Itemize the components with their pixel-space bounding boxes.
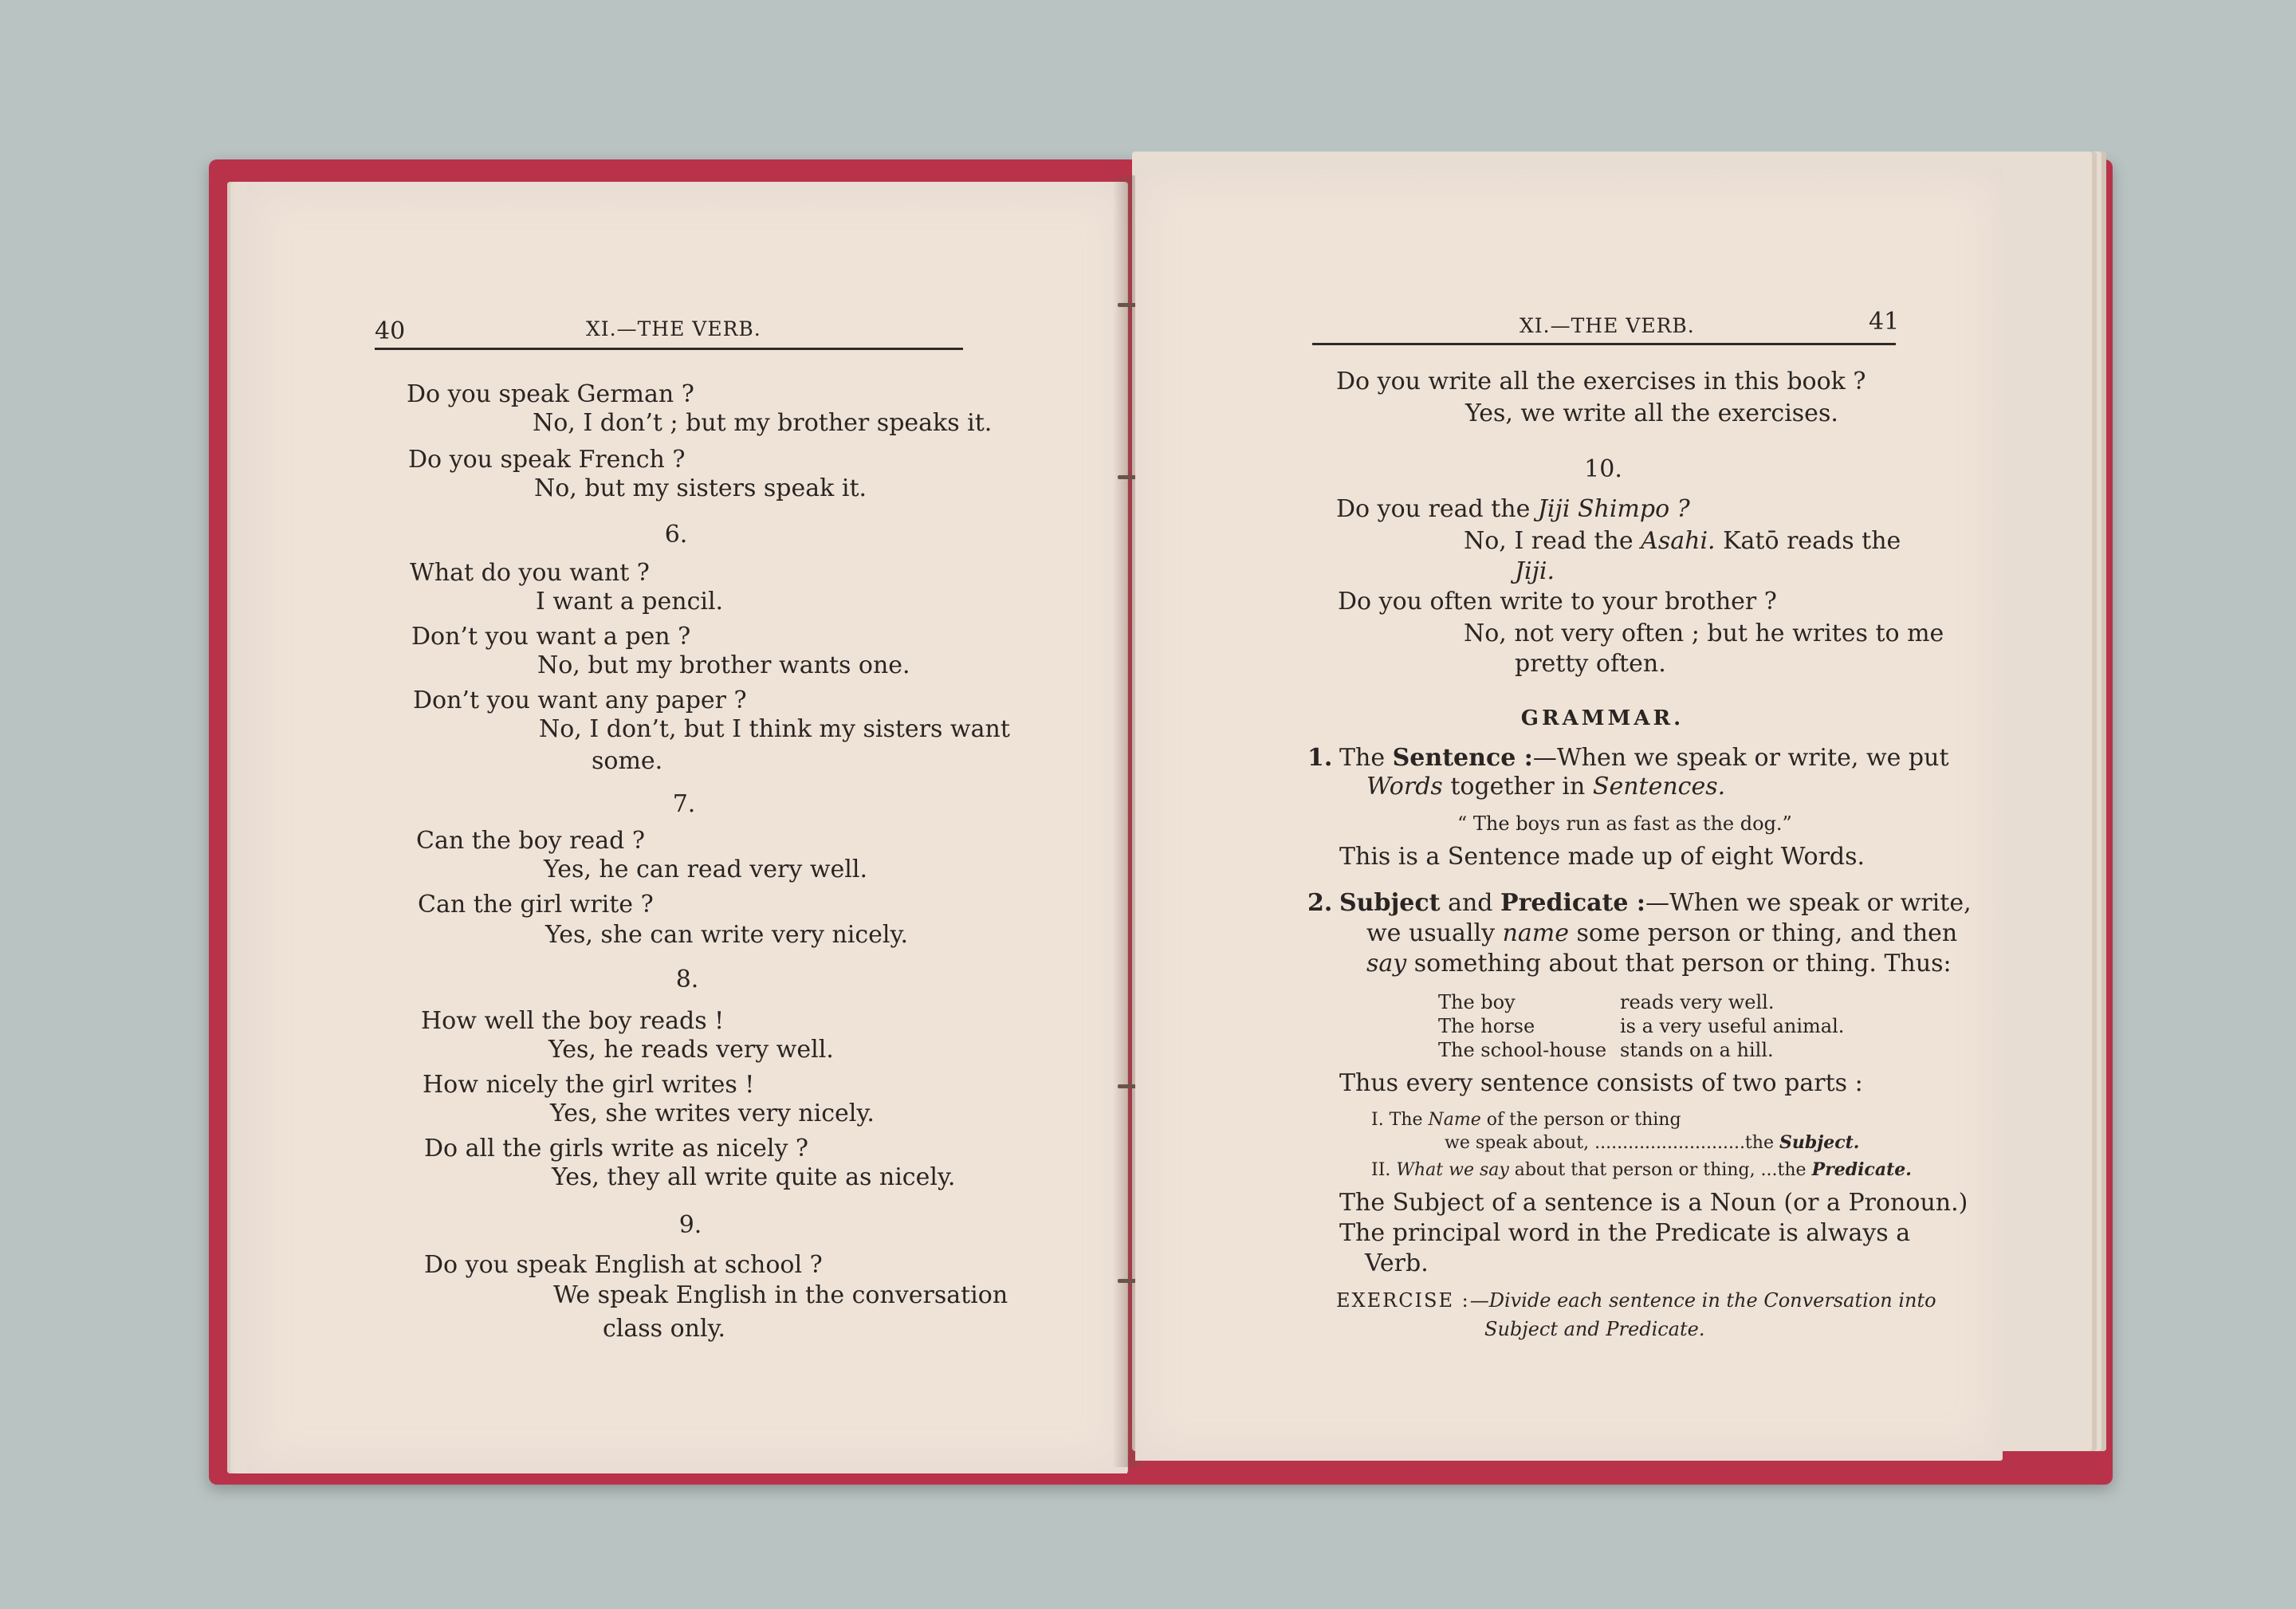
example-predicate: stands on a hill. xyxy=(1620,1039,1774,1061)
exercise-continued: Subject and Predicate. xyxy=(1484,1318,1705,1340)
line: we usually name some person or thing, and then xyxy=(1366,919,1958,947)
line: Don’t you want a pen ? xyxy=(411,623,691,651)
line: Yes, he can read very well. xyxy=(544,856,867,883)
line: The Sentence :—When we speak or write, we put xyxy=(1339,744,1949,772)
line: Do you often write to your brother ? xyxy=(1338,588,1777,616)
example-predicate: is a very useful animal. xyxy=(1620,1015,1845,1037)
example-subject: The school-house xyxy=(1438,1039,1607,1061)
line: class only. xyxy=(603,1315,726,1343)
example-predicate: reads very well. xyxy=(1620,991,1775,1013)
line: No, I read the Asahi. Katō reads the xyxy=(1464,527,1901,555)
line: Subject and Predicate :—When we speak or write, xyxy=(1339,889,1972,917)
right-header-rule xyxy=(1312,343,1896,345)
line: say something about that person or thing. Thus: xyxy=(1366,950,1952,978)
line: What do you want ? xyxy=(410,559,650,587)
line: pretty often. xyxy=(1515,650,1666,678)
section-number: 9. xyxy=(678,1211,702,1239)
line: Do you speak French ? xyxy=(408,446,686,474)
left-running-header: XI.—THE VERB. xyxy=(586,317,761,340)
line: The Subject of a sentence is a Noun (or a Pronoun.) xyxy=(1339,1189,1968,1217)
line: This is a Sentence made up of eight Words. xyxy=(1339,843,1866,871)
line: Do you read the Jiji Shimpo ? xyxy=(1336,495,1690,523)
example-subject: The horse xyxy=(1438,1015,1535,1037)
line: No, I don’t ; but my brother speaks it. xyxy=(533,409,993,437)
line: The principal word in the Predicate is always a xyxy=(1339,1219,1911,1247)
section-number: 1. xyxy=(1307,744,1333,772)
part-one: I. The Name of the person or thing xyxy=(1371,1110,1681,1130)
line: I want a pencil. xyxy=(536,588,724,616)
right-running-header: XI.—THE VERB. xyxy=(1520,314,1695,337)
section-number: 2. xyxy=(1307,889,1333,917)
line: Do you speak English at school ? xyxy=(424,1251,823,1279)
example-quote: “ The boys run as fast as the dog.” xyxy=(1457,812,1792,835)
line: Don’t you want any paper ? xyxy=(413,686,747,714)
line: Can the boy read ? xyxy=(416,827,645,855)
section-number: 6. xyxy=(664,521,688,549)
line: Yes, she can write very nicely. xyxy=(545,921,909,949)
line: No, not very often ; but he writes to me xyxy=(1464,620,1944,647)
line: Yes, we write all the exercises. xyxy=(1465,399,1838,427)
line: No, I don’t, but I think my sisters want xyxy=(539,715,1010,743)
line: Do you speak German ? xyxy=(407,380,694,408)
section-number: 7. xyxy=(672,790,696,818)
part-one-continued: we speak about, ...........................the Subject. xyxy=(1445,1132,1860,1153)
line: Words together in Sentences. xyxy=(1366,773,1726,801)
line: No, but my brother wants one. xyxy=(537,651,910,679)
line: Yes, they all write quite as nicely. xyxy=(552,1163,956,1191)
exercise: EXERCISE :—Divide each sentence in the Conversation into xyxy=(1336,1289,1936,1312)
line: Can the girl write ? xyxy=(418,891,654,919)
line: Jiji. xyxy=(1515,557,1555,585)
line: Verb. xyxy=(1365,1249,1429,1277)
line: Do all the girls write as nicely ? xyxy=(424,1135,809,1162)
left-page-number: 40 xyxy=(375,317,406,345)
line: How well the boy reads ! xyxy=(421,1007,725,1035)
line: We speak English in the conversation xyxy=(553,1281,1008,1309)
line: Thus every sentence consists of two parts : xyxy=(1339,1069,1863,1097)
section-number: 10. xyxy=(1584,455,1622,483)
line: Yes, she writes very nicely. xyxy=(550,1100,875,1127)
left-header-rule xyxy=(375,348,963,350)
line: Do you write all the exercises in this book ? xyxy=(1336,368,1866,395)
grammar-heading: GRAMMAR. xyxy=(1520,706,1685,730)
line: No, but my sisters speak it. xyxy=(534,474,867,502)
right-page-number: 41 xyxy=(1869,308,1900,336)
part-two: II. What we say about that person or thing, ...the Predicate. xyxy=(1371,1159,1912,1180)
line: Yes, he reads very well. xyxy=(548,1036,834,1064)
line: How nicely the girl writes ! xyxy=(423,1071,755,1099)
section-number: 8. xyxy=(675,966,699,993)
line: some. xyxy=(592,747,663,775)
example-subject: The boy xyxy=(1438,991,1516,1013)
